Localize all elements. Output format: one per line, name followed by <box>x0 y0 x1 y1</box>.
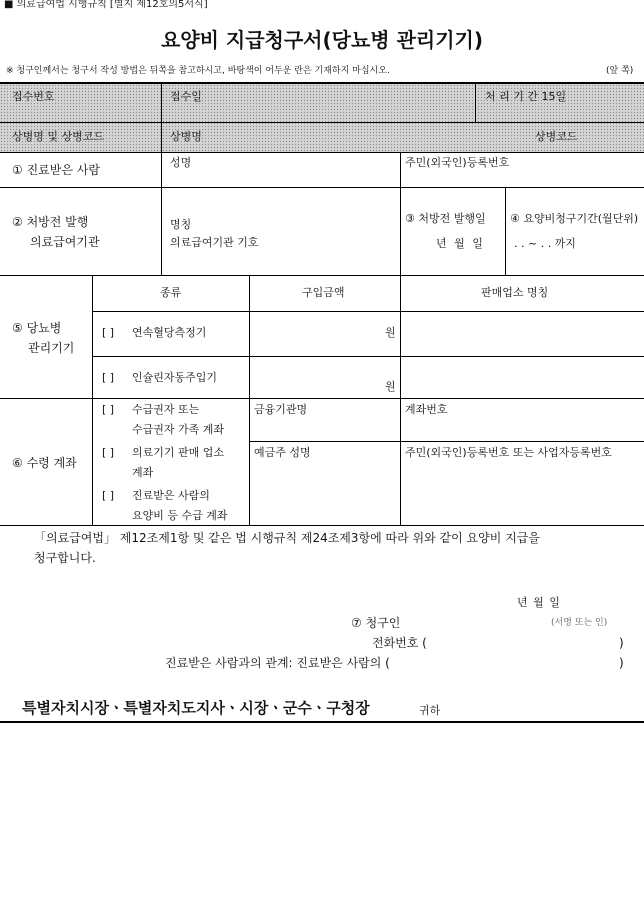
divider-line <box>92 275 93 525</box>
device-name-cgm: 연속혈당측정기 <box>132 326 207 339</box>
amount-unit-cgm: 원 <box>385 326 396 339</box>
divider-line <box>475 84 476 122</box>
processing-period-label: 처 리 기 간 15일 <box>485 90 567 103</box>
account-section-label: ⑥ 수령 계좌 <box>12 456 77 470</box>
vendor-name-header: 판매업소 명칭 <box>481 286 549 299</box>
page-side-label: (앞 쪽) <box>606 66 634 76</box>
institution-label-line2: 의료급여기관 <box>30 235 100 249</box>
divider-line <box>0 398 644 399</box>
divider-line <box>0 275 644 276</box>
phone-number-field[interactable]: 전화번호 ( <box>372 636 427 650</box>
divider-line <box>505 187 506 275</box>
prescription-date-field[interactable]: 년 월 일 <box>436 237 485 250</box>
divider-line <box>161 84 162 275</box>
prescription-date-label: ③ 처방전 발행일 <box>405 212 486 225</box>
account-option-vendor-line1: 의료기기 판매 업소 <box>132 446 225 459</box>
claim-period-label: ④ 요양비청구기간(월단위) <box>510 213 639 224</box>
divider-line <box>92 311 644 312</box>
account-option-patient-line1: 진료받은 사람의 <box>132 489 210 502</box>
account-number-field[interactable]: 계좌번호 <box>405 403 448 416</box>
account-checkbox-vendor[interactable]: [ ] <box>102 446 115 459</box>
divider-line <box>249 441 644 442</box>
divider-line <box>0 525 644 526</box>
page-bottom-border <box>0 721 644 723</box>
institution-label-line1: ② 처방전 발행 <box>12 215 89 229</box>
phone-close-paren: ) <box>619 636 624 650</box>
form-title: 요양비 지급청구서(당뇨병 관리기기) <box>160 28 483 52</box>
claimant-label: ⑦ 청구인 <box>351 616 401 630</box>
disease-section-label: 상병명 및 상병코드 <box>12 130 105 143</box>
account-checkbox-recipient[interactable]: [ ] <box>102 403 115 416</box>
purchase-amount-header: 구입금액 <box>302 286 345 299</box>
account-option-recipient-line2: 수급권자 가족 계좌 <box>132 423 225 436</box>
receipt-number-label: 접수번호 <box>12 90 55 103</box>
divider-line <box>0 152 644 153</box>
disease-name-label: 상병명 <box>170 130 202 143</box>
device-type-header: 종류 <box>160 286 182 299</box>
receipt-date-label: 접수일 <box>170 90 202 103</box>
institution-code-field[interactable]: 의료급여기관 기호 <box>170 236 259 249</box>
relation-field[interactable]: 진료받은 사람과의 관계: 진료받은 사람의 ( <box>165 656 390 670</box>
declaration-text-line1: 「의료급여법」 제12조제1항 및 같은 법 시행규칙 제24조제3항에 따라 위와 같이 요양비 지급을 <box>34 531 540 545</box>
relation-close-paren: ) <box>619 656 624 670</box>
declaration-text-line2: 청구합니다. <box>34 551 96 565</box>
divider-line <box>0 187 644 188</box>
account-holder-field[interactable]: 예금주 성명 <box>254 446 311 459</box>
device-checkbox-insulin-pump[interactable]: [ ] <box>102 371 115 384</box>
divider-line <box>249 275 250 525</box>
addressee-suffix: 귀하 <box>419 704 441 717</box>
device-name-insulin-pump: 인슐린자동주입기 <box>132 371 218 384</box>
device-checkbox-cgm[interactable]: [ ] <box>102 326 115 339</box>
divider-line <box>92 356 644 357</box>
account-option-patient-line2: 요양비 등 수급 계좌 <box>132 509 228 522</box>
disease-code-label: 상병코드 <box>535 130 578 143</box>
claim-date-field[interactable]: 년 월 일 <box>517 596 560 609</box>
addressee-officials: 특별자치시장ㆍ특별자치도지사ㆍ시장ㆍ군수ㆍ구청장 <box>22 699 370 717</box>
patient-name-field[interactable]: 성명 <box>170 156 192 169</box>
claim-period-field[interactable]: . . ~ . . 까지 <box>514 237 576 250</box>
instruction-note: ※ 청구인께서는 청구서 작성 방법은 뒤쪽을 참고하시고, 바탕색이 어두운 란은 기재하지 마십시오. <box>6 66 390 76</box>
table-top-border <box>0 82 644 84</box>
patient-id-field[interactable]: 주민(외국인)등록번호 <box>405 156 510 169</box>
divider-line <box>400 152 401 275</box>
institution-name-field[interactable]: 명칭 <box>170 218 192 231</box>
patient-section-label: ① 진료받은 사람 <box>12 163 100 177</box>
devices-label-line1: ⑤ 당뇨병 <box>12 321 62 335</box>
account-option-vendor-line2: 계좌 <box>132 466 154 479</box>
account-checkbox-patient[interactable]: [ ] <box>102 489 115 502</box>
divider-line <box>0 122 644 123</box>
bank-name-field[interactable]: 금융기관명 <box>254 403 308 416</box>
account-option-recipient-line1: 수급권자 또는 <box>132 403 200 416</box>
holder-id-field[interactable]: 주민(외국인)등록번호 또는 사업자등록번호 <box>405 446 612 459</box>
form-reference: ■ 의료급여법 시행규칙 [별지 제12호의5서식] <box>4 0 208 10</box>
divider-line <box>400 275 401 525</box>
amount-unit-insulin-pump: 원 <box>385 380 396 393</box>
devices-label-line2: 관리기기 <box>28 341 75 355</box>
sign-or-seal-hint: (서명 또는 인) <box>551 618 608 628</box>
